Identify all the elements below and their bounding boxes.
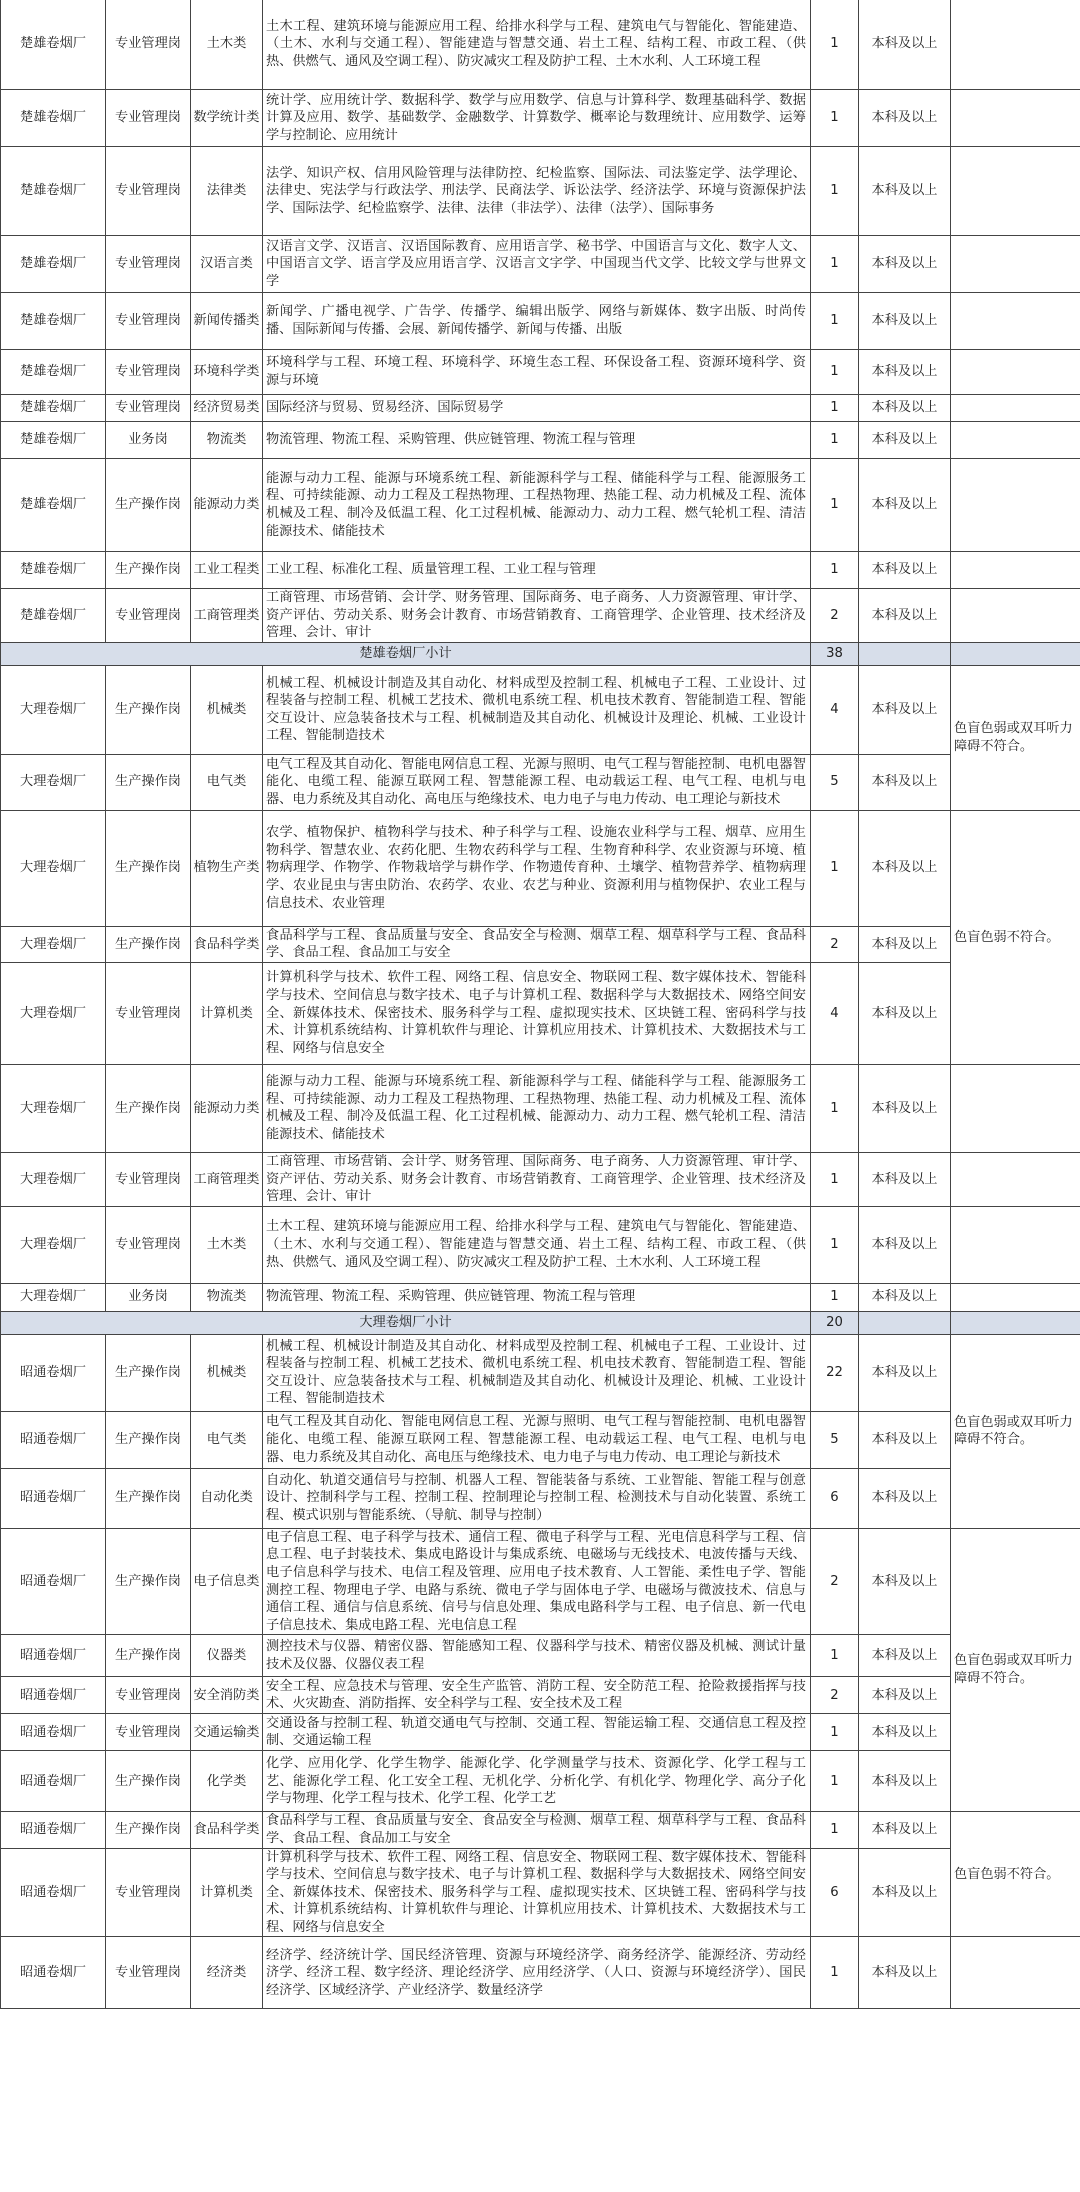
unit-cell: 楚雄卷烟厂 <box>1 589 106 643</box>
post-cell: 业务岗 <box>106 422 191 459</box>
majors-cell: 物流管理、物流工程、采购管理、供应链管理、物流工程与管理 <box>263 422 811 459</box>
note-cell-empty <box>951 1937 1080 2009</box>
majors-cell: 国际经济与贸易、贸易经济、国际贸易学 <box>263 395 811 422</box>
table-row <box>1 1528 1080 1635</box>
post-cell: 专业管理岗 <box>106 350 191 395</box>
table-row <box>1 1468 1080 1528</box>
majors-cell: 汉语言文学、汉语言、汉语国际教育、应用语言学、秘书学、中国语言与文化、数字人文、中国语言文学、语言学及应用语言学、汉语言文字学、中国现当代文学、比较文学与世界文学 <box>263 236 811 293</box>
unit-cell: 昭通卷烟厂 <box>1 1528 106 1635</box>
category-cell: 新闻传播类 <box>191 293 263 350</box>
count-cell: 1 <box>811 1635 859 1677</box>
majors-cell: 农学、植物保护、植物科学与技术、种子科学与工程、设施农业科学与工程、烟草、应用生物科学、智慧农业、农药化肥、生物农药科学与工程、生物育种科学、农业资源与环境、植物病理学、作物学、作物栽培学与耕作学、作物遗传育种、土壤学、植物营养学、植物病理学、农业昆虫与害虫防治、农药学、农业、农艺与种业、资源利用与植物保护、农业工程与信息技术、农业管理 <box>263 810 811 926</box>
count-cell: 2 <box>811 1677 859 1714</box>
post-cell: 专业管理岗 <box>106 1152 191 1206</box>
education-cell: 本科及以上 <box>859 236 951 293</box>
education-cell: 本科及以上 <box>859 147 951 236</box>
count-cell: 1 <box>811 1152 859 1206</box>
subtotal-empty <box>859 1311 951 1334</box>
table-row <box>1 459 1080 552</box>
category-cell: 化学类 <box>191 1751 263 1812</box>
count-cell: 1 <box>811 810 859 926</box>
unit-cell: 大理卷烟厂 <box>1 962 106 1064</box>
majors-cell: 统计学、应用统计学、数据科学、数学与应用数学、信息与计算科学、数理基础科学、数据计算及应用、数学、基础数学、金融数学、计算数学、概率论与数理统计、应用数学、运筹学与控制论、应用统计 <box>263 90 811 147</box>
count-cell: 6 <box>811 1468 859 1528</box>
category-cell: 物流类 <box>191 422 263 459</box>
post-cell: 生产操作岗 <box>106 810 191 926</box>
note-cell-empty <box>951 236 1080 293</box>
education-cell: 本科及以上 <box>859 926 951 962</box>
note-cell-empty <box>951 90 1080 147</box>
majors-cell: 化学、应用化学、化学生物学、能源化学、化学测量学与技术、资源化学、化学工程与工艺、能源化学工程、化工安全工程、无机化学、分析化学、有机化学、物理化学、高分子化学与物理、化学工程与技术、化学工程、化学工艺 <box>263 1751 811 1812</box>
post-cell: 生产操作岗 <box>106 754 191 810</box>
count-cell: 1 <box>811 350 859 395</box>
count-cell: 2 <box>811 1528 859 1635</box>
count-cell: 2 <box>811 589 859 643</box>
table-row <box>1 1152 1080 1206</box>
education-cell: 本科及以上 <box>859 1206 951 1283</box>
education-cell: 本科及以上 <box>859 0 951 90</box>
majors-cell: 土木工程、建筑环境与能源应用工程、给排水科学与工程、建筑电气与智能化、智能建造、（土木、水利与交通工程）、智能建造与智慧交通、岩土工程、结构工程、市政工程、（供热、供燃气、通风及空调工程）、防灾减灾工程及防护工程、土木水利、人工环境工程 <box>263 1206 811 1283</box>
unit-cell: 昭通卷烟厂 <box>1 1937 106 2009</box>
unit-cell: 昭通卷烟厂 <box>1 1714 106 1751</box>
category-cell: 数学统计类 <box>191 90 263 147</box>
note-cell-empty <box>951 395 1080 422</box>
post-cell: 生产操作岗 <box>106 1334 191 1411</box>
count-cell: 1 <box>811 293 859 350</box>
unit-cell: 楚雄卷烟厂 <box>1 147 106 236</box>
count-cell: 1 <box>811 422 859 459</box>
education-cell: 本科及以上 <box>859 1677 951 1714</box>
category-cell: 能源动力类 <box>191 459 263 552</box>
note-cell: 色盲色弱或双耳听力障碍不符合。 <box>951 1334 1080 1528</box>
unit-cell: 大理卷烟厂 <box>1 665 106 754</box>
count-cell: 1 <box>811 1812 859 1848</box>
unit-cell: 楚雄卷烟厂 <box>1 422 106 459</box>
unit-cell: 大理卷烟厂 <box>1 1064 106 1152</box>
table-row <box>1 1812 1080 1848</box>
category-cell: 机械类 <box>191 1334 263 1411</box>
subtotal-count: 38 <box>811 642 859 665</box>
category-cell: 工商管理类 <box>191 1152 263 1206</box>
unit-cell: 楚雄卷烟厂 <box>1 293 106 350</box>
count-cell: 1 <box>811 236 859 293</box>
majors-cell: 新闻学、广播电视学、广告学、传播学、编辑出版学、网络与新媒体、数字出版、时尚传播、国际新闻与传播、会展、新闻传播学、新闻与传播、出版 <box>263 293 811 350</box>
note-cell-empty <box>951 422 1080 459</box>
post-cell: 专业管理岗 <box>106 395 191 422</box>
education-cell: 本科及以上 <box>859 459 951 552</box>
education-cell: 本科及以上 <box>859 552 951 589</box>
unit-cell: 楚雄卷烟厂 <box>1 0 106 90</box>
unit-cell: 大理卷烟厂 <box>1 1206 106 1283</box>
post-cell: 专业管理岗 <box>106 293 191 350</box>
table-row <box>1 810 1080 926</box>
education-cell: 本科及以上 <box>859 810 951 926</box>
majors-cell: 计算机科学与技术、软件工程、网络工程、信息安全、物联网工程、数字媒体技术、智能科学与技术、空间信息与数字技术、电子与计算机工程、数据科学与大数据技术、网络空间安全、新媒体技术、保密技术、服务科学与工程、虚拟现实技术、区块链工程、密码科学与技术、计算机系统结构、计算机软件与理论、计算机应用技术、计算机技术、大数据技术与工程、网络与信息安全 <box>263 1848 811 1937</box>
category-cell: 工业工程类 <box>191 552 263 589</box>
unit-cell: 大理卷烟厂 <box>1 1283 106 1311</box>
education-cell: 本科及以上 <box>859 589 951 643</box>
table-row <box>1 0 1080 90</box>
note-cell: 色盲色弱不符合。 <box>951 810 1080 1064</box>
count-cell: 1 <box>811 90 859 147</box>
majors-cell: 能源与动力工程、能源与环境系统工程、新能源科学与工程、储能科学与工程、能源服务工程、可持续能源、动力工程及工程热物理、工程热物理、热能工程、动力机械及工程、流体机械及工程、制冷及低温工程、化工过程机械、能源动力、动力工程、燃气轮机工程、清洁能源技术、储能技术 <box>263 1064 811 1152</box>
count-cell: 1 <box>811 147 859 236</box>
post-cell: 生产操作岗 <box>106 1751 191 1812</box>
education-cell: 本科及以上 <box>859 1812 951 1848</box>
majors-cell: 电子信息工程、电子科学与技术、通信工程、微电子科学与工程、光电信息科学与工程、信息工程、电子封装技术、集成电路设计与集成系统、电磁场与无线技术、电波传播与天线、电子信息科学与技术、电信工程及管理、应用电子技术教育、人工智能、柔性电子学、智能测控工程、物理电子学、电路与系统、微电子学与固体电子学、电磁场与微波技术、信息与通信工程、通信与信息系统、信号与信息处理、集成电路科学与工程、电子信息、新一代电子信息技术、集成电路工程、光电信息工程 <box>263 1528 811 1635</box>
count-cell: 5 <box>811 1411 859 1468</box>
count-cell: 6 <box>811 1848 859 1937</box>
table-row <box>1 1848 1080 1937</box>
majors-cell: 食品科学与工程、食品质量与安全、食品安全与检测、烟草工程、烟草科学与工程、食品科学、食品工程、食品加工与安全 <box>263 926 811 962</box>
education-cell: 本科及以上 <box>859 1411 951 1468</box>
count-cell: 1 <box>811 395 859 422</box>
category-cell: 环境科学类 <box>191 350 263 395</box>
majors-cell: 法学、知识产权、信用风险管理与法律防控、纪检监察、国际法、司法鉴定学、法学理论、法律史、宪法学与行政法学、刑法学、民商法学、诉讼法学、经济法学、环境与资源保护法学、国际法学、纪检监察学、法律、法律（非法学）、法律（法学）、国际事务 <box>263 147 811 236</box>
subtotal-count: 20 <box>811 1311 859 1334</box>
table-row <box>1 962 1080 1064</box>
category-cell: 仪器类 <box>191 1635 263 1677</box>
count-cell: 2 <box>811 926 859 962</box>
category-cell: 经济贸易类 <box>191 395 263 422</box>
post-cell: 专业管理岗 <box>106 1677 191 1714</box>
note-cell: 色盲色弱或双耳听力障碍不符合。 <box>951 665 1080 810</box>
unit-cell: 昭通卷烟厂 <box>1 1677 106 1714</box>
education-cell: 本科及以上 <box>859 90 951 147</box>
category-cell: 电子信息类 <box>191 1528 263 1635</box>
count-cell: 5 <box>811 754 859 810</box>
table-row <box>1 422 1080 459</box>
table-row <box>1 147 1080 236</box>
unit-cell: 昭通卷烟厂 <box>1 1468 106 1528</box>
education-cell: 本科及以上 <box>859 395 951 422</box>
table-row <box>1 1206 1080 1283</box>
category-cell: 食品科学类 <box>191 1812 263 1848</box>
table-row <box>1 754 1080 810</box>
post-cell: 生产操作岗 <box>106 1468 191 1528</box>
count-cell: 1 <box>811 1937 859 2009</box>
subtotal-note-empty <box>951 1311 1080 1334</box>
post-cell: 生产操作岗 <box>106 1528 191 1635</box>
unit-cell: 大理卷烟厂 <box>1 926 106 962</box>
education-cell: 本科及以上 <box>859 1937 951 2009</box>
post-cell: 生产操作岗 <box>106 1812 191 1848</box>
category-cell: 工商管理类 <box>191 589 263 643</box>
education-cell: 本科及以上 <box>859 1334 951 1411</box>
majors-cell: 经济学、经济统计学、国民经济管理、资源与环境经济学、商务经济学、能源经济、劳动经济学、经济工程、数字经济、理论经济学、应用经济学、（人口、资源与环境经济学）、国民经济学、区域经济学、产业经济学、数量经济学 <box>263 1937 811 2009</box>
note-cell: 色盲色弱或双耳听力障碍不符合。 <box>951 1528 1080 1812</box>
table-row <box>1 1937 1080 2009</box>
note-cell-empty <box>951 1283 1080 1311</box>
education-cell: 本科及以上 <box>859 1751 951 1812</box>
education-cell: 本科及以上 <box>859 1714 951 1751</box>
unit-cell: 大理卷烟厂 <box>1 810 106 926</box>
education-cell: 本科及以上 <box>859 1635 951 1677</box>
subtotal-empty <box>859 642 951 665</box>
education-cell: 本科及以上 <box>859 293 951 350</box>
category-cell: 土木类 <box>191 0 263 90</box>
post-cell: 专业管理岗 <box>106 962 191 1064</box>
post-cell: 专业管理岗 <box>106 589 191 643</box>
subtotal-label: 楚雄卷烟厂小计 <box>1 642 811 665</box>
majors-cell: 计算机科学与技术、软件工程、网络工程、信息安全、物联网工程、数字媒体技术、智能科学与技术、空间信息与数字技术、电子与计算机工程、数据科学与大数据技术、网络空间安全、新媒体技术、保密技术、服务科学与工程、虚拟现实技术、区块链工程、密码科学与技术、计算机系统结构、计算机软件与理论、计算机应用技术、计算机技术、大数据技术与工程、网络与信息安全 <box>263 962 811 1064</box>
category-cell: 电气类 <box>191 754 263 810</box>
table-row <box>1 395 1080 422</box>
note-cell-empty <box>951 147 1080 236</box>
count-cell: 4 <box>811 665 859 754</box>
table-row <box>1 1334 1080 1411</box>
count-cell: 1 <box>811 1751 859 1812</box>
count-cell: 1 <box>811 1283 859 1311</box>
post-cell: 专业管理岗 <box>106 90 191 147</box>
majors-cell: 测控技术与仪器、精密仪器、智能感知工程、仪器科学与技术、精密仪器及机械、测试计量技术及仪器、仪器仪表工程 <box>263 1635 811 1677</box>
category-cell: 安全消防类 <box>191 1677 263 1714</box>
category-cell: 计算机类 <box>191 962 263 1064</box>
education-cell: 本科及以上 <box>859 422 951 459</box>
education-cell: 本科及以上 <box>859 1064 951 1152</box>
post-cell: 生产操作岗 <box>106 459 191 552</box>
category-cell: 物流类 <box>191 1283 263 1311</box>
table-row <box>1 1411 1080 1468</box>
count-cell: 4 <box>811 962 859 1064</box>
category-cell: 汉语言类 <box>191 236 263 293</box>
majors-cell: 交通设备与控制工程、轨道交通电气与控制、交通工程、智能运输工程、交通信息工程及控制、交通运输工程 <box>263 1714 811 1751</box>
subtotal-note-empty <box>951 642 1080 665</box>
majors-cell: 自动化、轨道交通信号与控制、机器人工程、智能装备与系统、工业智能、智能工程与创意设计、控制科学与工程、控制工程、控制理论与控制工程、检测技术与自动化装置、系统工程、模式识别与智能系统、（导航、制导与控制） <box>263 1468 811 1528</box>
post-cell: 专业管理岗 <box>106 236 191 293</box>
majors-cell: 工商管理、市场营销、会计学、财务管理、国际商务、电子商务、人力资源管理、审计学、资产评估、劳动关系、财务会计教育、市场营销教育、工商管理学、企业管理、技术经济及管理、会计、审计 <box>263 1152 811 1206</box>
category-cell: 法律类 <box>191 147 263 236</box>
majors-cell: 土木工程、建筑环境与能源应用工程、给排水科学与工程、建筑电气与智能化、智能建造、（土木、水利与交通工程）、智能建造与智慧交通、岩土工程、结构工程、市政工程、（供热、供燃气、通风及空调工程）、防灾减灾工程及防护工程、土木水利、人工环境工程 <box>263 0 811 90</box>
post-cell: 业务岗 <box>106 1283 191 1311</box>
education-cell: 本科及以上 <box>859 1528 951 1635</box>
table-row <box>1 1283 1080 1311</box>
majors-cell: 工业工程、标准化工程、质量管理工程、工业工程与管理 <box>263 552 811 589</box>
note-cell-empty <box>951 293 1080 350</box>
majors-cell: 环境科学与工程、环境工程、环境科学、环境生态工程、环保设备工程、资源环境科学、资源与环境 <box>263 350 811 395</box>
table-row <box>1 350 1080 395</box>
note-cell-empty <box>951 1064 1080 1152</box>
unit-cell: 昭通卷烟厂 <box>1 1635 106 1677</box>
note-cell-empty <box>951 552 1080 589</box>
unit-cell: 大理卷烟厂 <box>1 1152 106 1206</box>
post-cell: 生产操作岗 <box>106 1411 191 1468</box>
unit-cell: 大理卷烟厂 <box>1 754 106 810</box>
category-cell: 电气类 <box>191 1411 263 1468</box>
count-cell: 1 <box>811 552 859 589</box>
post-cell: 专业管理岗 <box>106 1714 191 1751</box>
table-row <box>1 293 1080 350</box>
education-cell: 本科及以上 <box>859 962 951 1064</box>
majors-cell: 电气工程及其自动化、智能电网信息工程、光源与照明、电气工程与智能控制、电机电器智能化、电缆工程、能源互联网工程、智慧能源工程、电动载运工程、电气工程、电机与电器、电力系统及其自动化、高电压与绝缘技术、电力电子与电力传动、电工理论与新技术 <box>263 754 811 810</box>
note-cell-empty <box>951 459 1080 552</box>
unit-cell: 昭通卷烟厂 <box>1 1411 106 1468</box>
count-cell: 1 <box>811 1714 859 1751</box>
note-cell-empty <box>951 589 1080 643</box>
note-cell-empty <box>951 1206 1080 1283</box>
table-row <box>1 589 1080 643</box>
post-cell: 专业管理岗 <box>106 0 191 90</box>
table-row <box>1 90 1080 147</box>
unit-cell: 楚雄卷烟厂 <box>1 90 106 147</box>
majors-cell: 能源与动力工程、能源与环境系统工程、新能源科学与工程、储能科学与工程、能源服务工程、可持续能源、动力工程及工程热物理、工程热物理、热能工程、动力机械及工程、流体机械及工程、制冷及低温工程、化工过程机械、能源动力、动力工程、燃气轮机工程、清洁能源技术、储能技术 <box>263 459 811 552</box>
majors-cell: 物流管理、物流工程、采购管理、供应链管理、物流工程与管理 <box>263 1283 811 1311</box>
note-cell-empty <box>951 0 1080 90</box>
post-cell: 专业管理岗 <box>106 147 191 236</box>
post-cell: 专业管理岗 <box>106 1848 191 1937</box>
post-cell: 生产操作岗 <box>106 1635 191 1677</box>
majors-cell: 机械工程、机械设计制造及其自动化、材料成型及控制工程、机械电子工程、工业设计、过程装备与控制工程、机械工艺技术、微机电系统工程、机电技术教育、智能制造工程、智能交互设计、应急装备技术与工程、机械制造及其自动化、机械设计及理论、机械、工业设计工程、智能制造技术 <box>263 1334 811 1411</box>
unit-cell: 楚雄卷烟厂 <box>1 459 106 552</box>
majors-cell: 安全工程、应急技术与管理、安全生产监管、消防工程、安全防范工程、抢险救援指挥与技术、火灾勘查、消防指挥、安全科学与工程、安全技术及工程 <box>263 1677 811 1714</box>
post-cell: 生产操作岗 <box>106 1064 191 1152</box>
count-cell: 22 <box>811 1334 859 1411</box>
category-cell: 交通运输类 <box>191 1714 263 1751</box>
unit-cell: 楚雄卷烟厂 <box>1 236 106 293</box>
table-row <box>1 1714 1080 1751</box>
subtotal-label: 大理卷烟厂小计 <box>1 1311 811 1334</box>
unit-cell: 昭通卷烟厂 <box>1 1848 106 1937</box>
category-cell: 计算机类 <box>191 1848 263 1937</box>
note-cell: 色盲色弱不符合。 <box>951 1812 1080 1937</box>
count-cell: 1 <box>811 459 859 552</box>
majors-cell: 食品科学与工程、食品质量与安全、食品安全与检测、烟草工程、烟草科学与工程、食品科学、食品工程、食品加工与安全 <box>263 1812 811 1848</box>
table-row <box>1 236 1080 293</box>
majors-cell: 电气工程及其自动化、智能电网信息工程、光源与照明、电气工程与智能控制、电机电器智能化、电缆工程、能源互联网工程、智慧能源工程、电动载运工程、电气工程、电机与电器、电力系统及其自动化、高电压与绝缘技术、电力电子与电力传动、电工理论与新技术 <box>263 1411 811 1468</box>
table-row <box>1 1064 1080 1152</box>
post-cell: 生产操作岗 <box>106 552 191 589</box>
unit-cell: 楚雄卷烟厂 <box>1 552 106 589</box>
table-row <box>1 1635 1080 1677</box>
unit-cell: 昭通卷烟厂 <box>1 1812 106 1848</box>
note-cell-empty <box>951 1152 1080 1206</box>
majors-cell: 机械工程、机械设计制造及其自动化、材料成型及控制工程、机械电子工程、工业设计、过程装备与控制工程、机械工艺技术、微机电系统工程、机电技术教育、智能制造工程、智能交互设计、应急装备技术与工程、机械制造及其自动化、机械设计及理论、机械、工业设计工程、智能制造技术 <box>263 665 811 754</box>
education-cell: 本科及以上 <box>859 665 951 754</box>
category-cell: 能源动力类 <box>191 1064 263 1152</box>
subtotal-row <box>1 642 1080 665</box>
count-cell: 1 <box>811 1206 859 1283</box>
unit-cell: 楚雄卷烟厂 <box>1 395 106 422</box>
table-row <box>1 1751 1080 1812</box>
category-cell: 机械类 <box>191 665 263 754</box>
category-cell: 食品科学类 <box>191 926 263 962</box>
table-row <box>1 552 1080 589</box>
table-row <box>1 1677 1080 1714</box>
education-cell: 本科及以上 <box>859 1468 951 1528</box>
post-cell: 生产操作岗 <box>106 926 191 962</box>
education-cell: 本科及以上 <box>859 1283 951 1311</box>
category-cell: 自动化类 <box>191 1468 263 1528</box>
category-cell: 经济类 <box>191 1937 263 2009</box>
category-cell: 植物生产类 <box>191 810 263 926</box>
note-cell-empty <box>951 350 1080 395</box>
education-cell: 本科及以上 <box>859 1152 951 1206</box>
category-cell: 土木类 <box>191 1206 263 1283</box>
subtotal-row <box>1 1311 1080 1334</box>
education-cell: 本科及以上 <box>859 350 951 395</box>
education-cell: 本科及以上 <box>859 754 951 810</box>
count-cell: 1 <box>811 1064 859 1152</box>
majors-cell: 工商管理、市场营销、会计学、财务管理、国际商务、电子商务、人力资源管理、审计学、资产评估、劳动关系、财务会计教育、市场营销教育、工商管理学、企业管理、技术经济及管理、会计、审计 <box>263 589 811 643</box>
count-cell: 1 <box>811 0 859 90</box>
post-cell: 专业管理岗 <box>106 1206 191 1283</box>
unit-cell: 昭通卷烟厂 <box>1 1751 106 1812</box>
unit-cell: 楚雄卷烟厂 <box>1 350 106 395</box>
education-cell: 本科及以上 <box>859 1848 951 1937</box>
post-cell: 生产操作岗 <box>106 665 191 754</box>
table-row <box>1 926 1080 962</box>
post-cell: 专业管理岗 <box>106 1937 191 2009</box>
table-row <box>1 665 1080 754</box>
unit-cell: 昭通卷烟厂 <box>1 1334 106 1411</box>
